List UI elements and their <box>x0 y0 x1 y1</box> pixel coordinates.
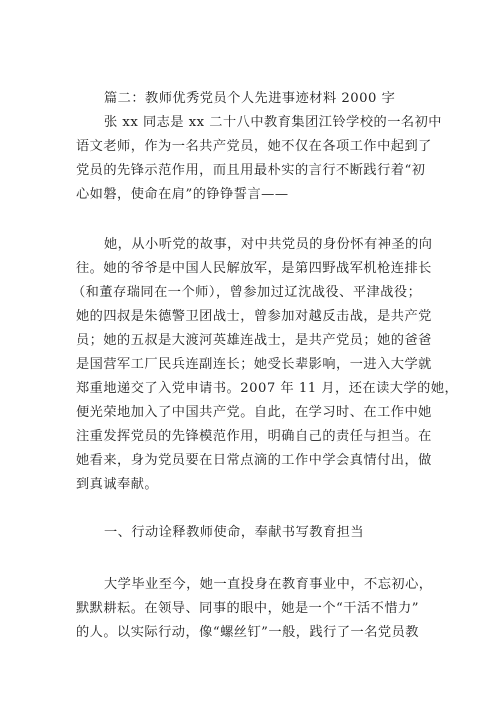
paragraph-line: 她看来，身为党员要在日常点滴的工作中学会真情付出，做 <box>76 453 432 468</box>
paragraph-line: 到真诚奉献。 <box>76 477 159 492</box>
paragraph-line: 往。她的爷爷是中国人民解放军，是第四野战军机枪连排长 <box>76 261 432 276</box>
paragraph-line: 的人。以实际行动，像“螺丝钉”一般，践行了一名党员教 <box>76 625 419 640</box>
paragraph-line: 便光荣地加入了中国共产党。自此，在学习时、在工作中她 <box>76 405 432 420</box>
paragraph-line: 心如磐，使命在肩”的铮铮誓言—— <box>76 187 289 202</box>
paragraph-line: （和董存瑞同在一个师），曾参加过辽沈战役、平津战役； <box>72 285 422 300</box>
paragraph-line: 默默耕耘。在领导、同事的眼中，她是一个“干活不惜力” <box>76 601 419 616</box>
paragraph-line: 她，从小听党的故事，对中共党员的身份怀有神圣的向 <box>104 237 433 252</box>
section-heading: 一、行动诠释教师使命，奉献书写教育担当 <box>104 525 365 540</box>
paragraph-line: 郑重地递交了入党申请书。2007 年 11 月，还在读大学的她， <box>76 381 459 396</box>
paragraph-line: 语文老师，作为一名共产党员，她不仅在各项工作中起到了 <box>76 139 432 154</box>
paragraph-line: 她的四叔是朱德警卫团战士，曾参加对越反击战，是共产党 <box>76 309 432 324</box>
paragraph-line: 员；她的五叔是大渡河英雄连战士，是共产党员；她的爸爸 <box>76 333 432 348</box>
paragraph-line: 注重发挥党员的先锋模范作用，明确自己的责任与担当。在 <box>76 429 432 444</box>
paragraph-line: 张 xx 同志是 xx 二十八中教育集团江铃学校的一名初中 <box>104 115 442 130</box>
section-heading: 篇二：教师优秀党员个人先进事迹材料 2000 字 <box>104 91 396 106</box>
paragraph-line: 党员的先锋示范作用，而且用最朴实的言行不断践行着“初 <box>76 163 426 178</box>
paragraph-line: 大学毕业至今，她一直投身在教育事业中，不忘初心， <box>104 577 433 592</box>
paragraph-line: 是国营军工厂民兵连副连长；她受长辈影响，一进入大学就 <box>76 357 432 372</box>
